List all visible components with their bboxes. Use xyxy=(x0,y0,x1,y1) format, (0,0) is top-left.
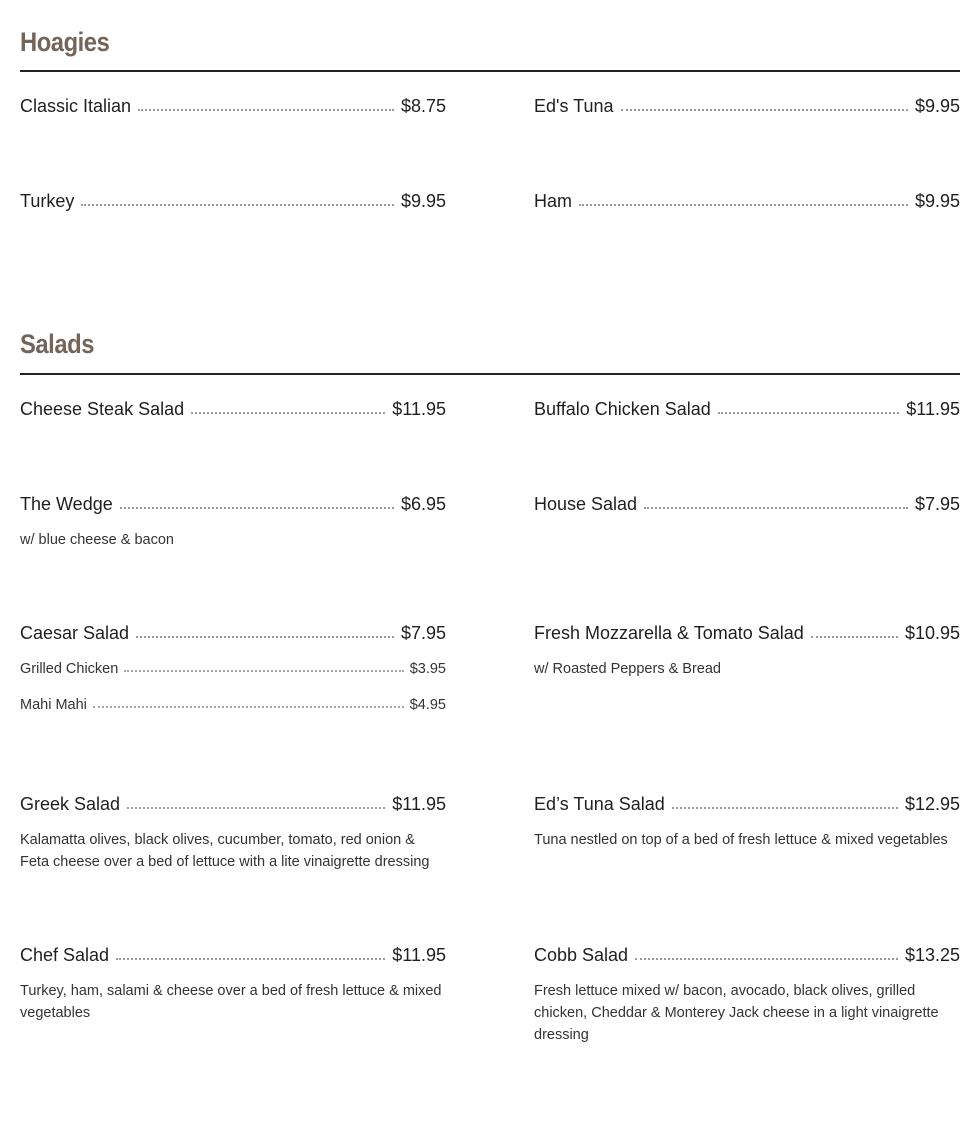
item-name: Buffalo Chicken Salad xyxy=(534,399,711,419)
item-name: Fresh Mozzarella & Tomato Salad xyxy=(534,623,804,643)
item-name: Classic Italian xyxy=(20,96,132,116)
menu-item-greek-salad xyxy=(20,793,446,873)
menu-item-house-salad xyxy=(534,493,960,515)
item-description: w/ blue cheese & bacon xyxy=(20,532,174,548)
menu-item-classic-italian xyxy=(20,95,446,117)
salads-section-header xyxy=(20,328,960,375)
menu-item-caesar-salad xyxy=(20,622,446,714)
item-description: Tuna nestled on top of a bed of fresh lettuce & mixed vegetables xyxy=(534,832,948,848)
item-price: $13.25 xyxy=(904,945,960,965)
item-price: $8.75 xyxy=(400,96,446,116)
leader-dots xyxy=(191,412,385,414)
item-name: Greek Salad xyxy=(20,794,121,814)
item-name: Ed's Tuna xyxy=(534,96,614,116)
item-price: $11.95 xyxy=(392,794,446,814)
item-price: $11.95 xyxy=(392,399,446,419)
menu-item-buffalo-chicken-salad xyxy=(534,398,960,420)
item-name: House Salad xyxy=(534,494,638,514)
leader-dots xyxy=(120,507,394,509)
item-name: Cobb Salad xyxy=(534,945,629,965)
item-price: $7.95 xyxy=(400,623,446,643)
menu-item-chef-salad xyxy=(20,944,446,1024)
leader-dots xyxy=(644,507,908,509)
addon-price: $4.95 xyxy=(409,697,446,713)
item-price: $11.95 xyxy=(392,945,446,965)
hoagies-section-header xyxy=(20,26,960,72)
addon-name: Mahi Mahi xyxy=(20,697,87,713)
menu-item-cobb-salad xyxy=(534,944,960,1046)
leader-dots xyxy=(127,807,385,809)
item-name: Ham xyxy=(534,191,573,211)
item-name: Turkey xyxy=(20,191,75,211)
leader-dots xyxy=(116,958,385,960)
item-price: $10.95 xyxy=(904,623,960,643)
item-price: $12.95 xyxy=(904,794,960,814)
item-name: Ed’s Tuna Salad xyxy=(534,794,665,814)
leader-dots xyxy=(124,670,403,672)
item-description: Fresh lettuce mixed w/ bacon, avocado, black olives, grilled chicken, Cheddar & Monterey Jack cheese in a light vinaigrette dressing xyxy=(534,983,939,1043)
item-price: $9.95 xyxy=(914,191,960,211)
addon-row xyxy=(20,696,446,714)
item-price: $6.95 xyxy=(400,494,446,514)
leader-dots xyxy=(811,636,898,638)
item-name: Caesar Salad xyxy=(20,623,130,643)
menu-item-eds-tuna xyxy=(534,95,960,117)
leader-dots xyxy=(635,958,898,960)
hoagies-heading: Hoagies xyxy=(20,27,110,57)
item-name: The Wedge xyxy=(20,494,113,514)
leader-dots xyxy=(81,204,394,206)
leader-dots xyxy=(579,204,908,206)
salads-divider xyxy=(20,373,960,375)
item-description: Turkey, ham, salami & cheese over a bed of fresh lettuce & mixed vegetables xyxy=(20,983,442,1021)
menu-item-ham xyxy=(534,190,960,212)
addon-row xyxy=(20,660,446,678)
menu-item-the-wedge xyxy=(20,493,446,551)
leader-dots xyxy=(136,636,394,638)
addon-price: $3.95 xyxy=(409,661,446,677)
item-name: Chef Salad xyxy=(20,945,110,965)
leader-dots xyxy=(93,706,404,708)
leader-dots xyxy=(672,807,898,809)
leader-dots xyxy=(718,412,899,414)
menu-item-fresh-mozzarella-tomato-salad xyxy=(534,622,960,680)
menu-item-cheese-steak-salad xyxy=(20,398,446,420)
hoagies-divider xyxy=(20,70,960,72)
salads-heading: Salads xyxy=(20,329,94,359)
item-price: $7.95 xyxy=(914,494,960,514)
menu-item-eds-tuna-salad xyxy=(534,793,960,851)
item-price: $9.95 xyxy=(400,191,446,211)
item-price: $9.95 xyxy=(914,96,960,116)
menu-item-turkey xyxy=(20,190,446,212)
leader-dots xyxy=(621,109,908,111)
leader-dots xyxy=(138,109,394,111)
addon-name: Grilled Chicken xyxy=(20,661,119,677)
item-description: Kalamatta olives, black olives, cucumber, tomato, red onion & Feta cheese over a bed of lettuce with a lite vinaigrette dressing xyxy=(20,832,430,870)
item-description: w/ Roasted Peppers & Bread xyxy=(534,661,721,677)
item-name: Cheese Steak Salad xyxy=(20,399,185,419)
item-price: $11.95 xyxy=(906,399,960,419)
